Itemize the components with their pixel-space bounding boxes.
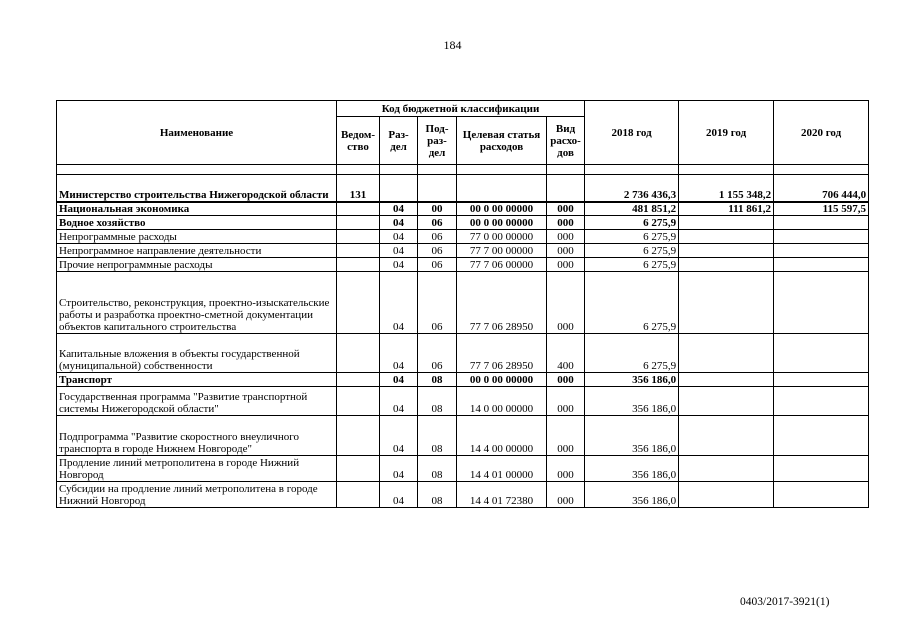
cell-razdel: 04 xyxy=(380,416,418,456)
table-row xyxy=(57,202,869,216)
cell-2019 xyxy=(679,216,774,230)
table-row xyxy=(57,244,869,258)
cell-target-article: 14 4 00 00000 xyxy=(457,416,547,456)
cell-podrazdel: 06 xyxy=(418,272,457,334)
cell-2018: 2 736 436,3 xyxy=(585,175,679,202)
cell-name: Подпрограмма "Развитие скоростного внеуличного транспорта в городе Нижнем Новгороде" xyxy=(57,416,337,456)
cell-2018: 356 186,0 xyxy=(585,416,679,456)
cell-2020 xyxy=(774,230,869,244)
header-2020: 2020 год xyxy=(774,101,869,165)
cell-vedomstvo xyxy=(337,482,380,508)
cell-expense-type: 000 xyxy=(547,456,585,482)
cell-podrazdel: 06 xyxy=(418,244,457,258)
cell-name: Государственная программа "Развитие транспортной системы Нижегородской области" xyxy=(57,387,337,416)
cell-2018: 6 275,9 xyxy=(585,258,679,272)
header-target-article: Целевая статья расходов xyxy=(457,117,547,165)
cell-2018: 356 186,0 xyxy=(585,387,679,416)
cell-razdel: 04 xyxy=(380,373,418,387)
table-row xyxy=(57,373,869,387)
cell-expense-type xyxy=(547,175,585,202)
cell-2018: 6 275,9 xyxy=(585,334,679,373)
table-row xyxy=(57,387,869,416)
cell-name: Транспорт xyxy=(57,373,337,387)
cell-name: Продление линий метрополитена в городе Нижний Новгород xyxy=(57,456,337,482)
cell-expense-type: 000 xyxy=(547,258,585,272)
table-row xyxy=(57,482,869,508)
cell-name: Водное хозяйство xyxy=(57,216,337,230)
cell-expense-type: 000 xyxy=(547,244,585,258)
cell-podrazdel: 08 xyxy=(418,373,457,387)
cell-target-article: 14 4 01 00000 xyxy=(457,456,547,482)
cell-2018: 6 275,9 xyxy=(585,230,679,244)
cell-2020 xyxy=(774,416,869,456)
cell-vedomstvo xyxy=(337,387,380,416)
table-row xyxy=(57,334,869,373)
cell-podrazdel: 08 xyxy=(418,456,457,482)
table-row xyxy=(57,175,869,202)
cell-podrazdel: 06 xyxy=(418,334,457,373)
cell-2020 xyxy=(774,334,869,373)
header-razdel: Раз-дел xyxy=(380,117,418,165)
cell-target-article: 77 7 00 00000 xyxy=(457,244,547,258)
table-row xyxy=(57,416,869,456)
header-name: Наименование xyxy=(57,101,337,165)
cell-podrazdel: 06 xyxy=(418,258,457,272)
cell-2020 xyxy=(774,216,869,230)
cell-name: Национальная экономика xyxy=(57,202,337,216)
cell-2020 xyxy=(774,272,869,334)
cell-expense-type: 000 xyxy=(547,202,585,216)
budget-table xyxy=(56,100,869,508)
cell-razdel xyxy=(380,175,418,202)
cell-name: Непрограммное направление деятельности xyxy=(57,244,337,258)
cell-target-article: 00 0 00 00000 xyxy=(457,216,547,230)
header-expense-type: Вид расхо-дов xyxy=(547,117,585,165)
cell-2019: 111 861,2 xyxy=(679,202,774,216)
cell-name: Прочие непрограммные расходы xyxy=(57,258,337,272)
header-2018: 2018 год xyxy=(585,101,679,165)
page-number: 184 xyxy=(443,38,462,52)
cell-razdel: 04 xyxy=(380,244,418,258)
cell-2019 xyxy=(679,258,774,272)
cell-target-article: 00 0 00 00000 xyxy=(457,373,547,387)
cell-2020 xyxy=(774,456,869,482)
cell-expense-type: 400 xyxy=(547,334,585,373)
cell-2020 xyxy=(774,258,869,272)
cell-2019 xyxy=(679,387,774,416)
cell-2019 xyxy=(679,373,774,387)
cell-target-article: 77 7 06 28950 xyxy=(457,272,547,334)
cell-2019 xyxy=(679,230,774,244)
cell-2018: 6 275,9 xyxy=(585,216,679,230)
cell-podrazdel: 00 xyxy=(418,202,457,216)
cell-2019 xyxy=(679,244,774,258)
cell-podrazdel: 08 xyxy=(418,482,457,508)
cell-2020: 706 444,0 xyxy=(774,175,869,202)
cell-vedomstvo xyxy=(337,230,380,244)
header-classification-group: Код бюджетной классификации xyxy=(337,101,585,117)
cell-expense-type: 000 xyxy=(547,387,585,416)
cell-target-article: 14 4 01 72380 xyxy=(457,482,547,508)
cell-name: Капитальные вложения в объекты государственной (муниципальной) собственности xyxy=(57,334,337,373)
cell-vedomstvo xyxy=(337,244,380,258)
header-vedomstvo: Ведом-ство xyxy=(337,117,380,165)
cell-podrazdel: 08 xyxy=(418,416,457,456)
cell-name: Непрограммные расходы xyxy=(57,230,337,244)
cell-vedomstvo xyxy=(337,334,380,373)
table-row xyxy=(57,272,869,334)
cell-razdel: 04 xyxy=(380,387,418,416)
cell-2018: 356 186,0 xyxy=(585,456,679,482)
cell-2020 xyxy=(774,387,869,416)
cell-razdel: 04 xyxy=(380,230,418,244)
cell-name: Министерство строительства Нижегородской области xyxy=(57,175,337,202)
cell-2019 xyxy=(679,482,774,508)
cell-2018: 481 851,2 xyxy=(585,202,679,216)
cell-2018: 6 275,9 xyxy=(585,244,679,258)
cell-podrazdel: 08 xyxy=(418,387,457,416)
cell-razdel: 04 xyxy=(380,216,418,230)
document-code: 0403/2017-3921(1) xyxy=(740,596,830,608)
cell-razdel: 04 xyxy=(380,334,418,373)
cell-target-article: 00 0 00 00000 xyxy=(457,202,547,216)
cell-razdel: 04 xyxy=(380,272,418,334)
cell-razdel: 04 xyxy=(380,456,418,482)
cell-expense-type: 000 xyxy=(547,373,585,387)
cell-2020 xyxy=(774,482,869,508)
header-2019: 2019 год xyxy=(679,101,774,165)
cell-target-article: 77 7 06 28950 xyxy=(457,334,547,373)
cell-vedomstvo xyxy=(337,456,380,482)
table-row xyxy=(57,258,869,272)
table-body xyxy=(57,165,869,508)
cell-vedomstvo xyxy=(337,416,380,456)
header-podrazdel: Под-раз-дел xyxy=(418,117,457,165)
cell-2019 xyxy=(679,334,774,373)
cell-target-article: 77 0 00 00000 xyxy=(457,230,547,244)
cell-vedomstvo xyxy=(337,202,380,216)
cell-razdel: 04 xyxy=(380,202,418,216)
table-row xyxy=(57,216,869,230)
cell-expense-type: 000 xyxy=(547,482,585,508)
cell-2019 xyxy=(679,272,774,334)
cell-2018: 6 275,9 xyxy=(585,272,679,334)
cell-2019 xyxy=(679,416,774,456)
cell-2020 xyxy=(774,373,869,387)
cell-name: Строительство, реконструкция, проектно-изыскательские работы и разработка проектно-сметной документации объектов капитального строительства xyxy=(57,272,337,334)
cell-razdel: 04 xyxy=(380,482,418,508)
cell-target-article: 77 7 06 00000 xyxy=(457,258,547,272)
cell-vedomstvo xyxy=(337,373,380,387)
cell-podrazdel: 06 xyxy=(418,230,457,244)
table-row xyxy=(57,456,869,482)
cell-2018: 356 186,0 xyxy=(585,482,679,508)
cell-2020 xyxy=(774,244,869,258)
cell-target-article: 14 0 00 00000 xyxy=(457,387,547,416)
cell-razdel: 04 xyxy=(380,258,418,272)
cell-name: Субсидии на продление линий метрополитена в городе Нижний Новгород xyxy=(57,482,337,508)
cell-expense-type: 000 xyxy=(547,216,585,230)
cell-vedomstvo xyxy=(337,216,380,230)
cell-vedomstvo xyxy=(337,258,380,272)
cell-vedomstvo xyxy=(337,272,380,334)
cell-podrazdel: 06 xyxy=(418,216,457,230)
cell-2019: 1 155 348,2 xyxy=(679,175,774,202)
cell-vedomstvo: 131 xyxy=(337,175,380,202)
cell-podrazdel xyxy=(418,175,457,202)
cell-expense-type: 000 xyxy=(547,272,585,334)
cell-expense-type: 000 xyxy=(547,230,585,244)
spacer-row xyxy=(57,165,869,175)
cell-2018: 356 186,0 xyxy=(585,373,679,387)
cell-2020: 115 597,5 xyxy=(774,202,869,216)
table-row xyxy=(57,230,869,244)
cell-expense-type: 000 xyxy=(547,416,585,456)
cell-2019 xyxy=(679,456,774,482)
cell-target-article xyxy=(457,175,547,202)
